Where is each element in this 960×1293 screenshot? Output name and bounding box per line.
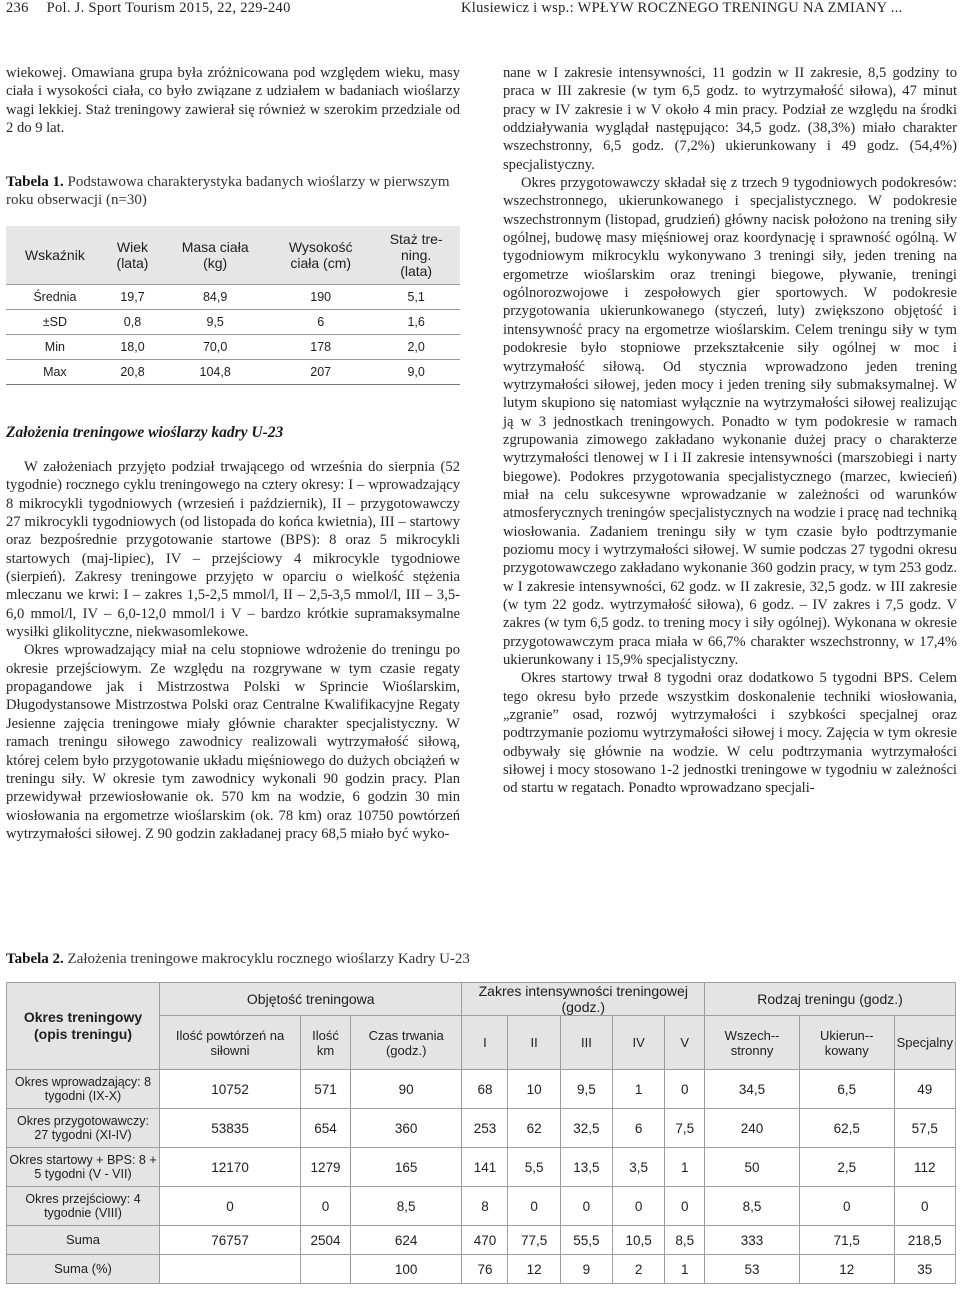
table1-cell: 70,0 — [161, 335, 269, 360]
table1-row — [6, 335, 460, 360]
table2-cell: 0 — [665, 1070, 705, 1109]
table2-cell: 10,5 — [613, 1226, 665, 1255]
table1-header-cell: Wiek (lata) — [104, 226, 161, 285]
table1-header-cell: Wskaźnik — [6, 226, 104, 285]
table1-cell: 104,8 — [161, 360, 269, 385]
table1-cell: 190 — [269, 285, 372, 310]
table1-cell: 9,5 — [161, 310, 269, 335]
table1-caption-text: Podstawowa charakterystyka badanych wioślarzy w pierwszym roku obserwacji (n=30) — [6, 174, 450, 208]
page-number: 236 — [6, 0, 29, 16]
table2-cell: 53 — [705, 1255, 800, 1284]
table1-row — [6, 360, 460, 385]
table2-body — [7, 1070, 956, 1284]
table2-cell: 654 — [301, 1109, 351, 1148]
table1-caption — [6, 173, 460, 209]
table1-row-label: ±SD — [6, 310, 104, 335]
table1-label: Tabela 1. — [6, 174, 64, 190]
table1-cell: 1,6 — [372, 310, 460, 335]
left-column-body — [6, 458, 460, 843]
table2-cell: 8,5 — [665, 1226, 705, 1255]
table1-cell: 178 — [269, 335, 372, 360]
table2-cell: 0 — [665, 1187, 705, 1226]
table2-cell: 32,5 — [560, 1109, 612, 1148]
table2-cell: 0 — [160, 1187, 301, 1226]
table1-cell: 18,0 — [104, 335, 161, 360]
table2-period-label: Okres przygotowawczy: 27 tygodni (XI-IV) — [7, 1109, 160, 1148]
table2-cell: 55,5 — [560, 1226, 612, 1255]
table2-row — [7, 1255, 956, 1284]
table2-caption-text: Założenia treningowe makrocyklu rocznego wioślarzy Kadry U-23 — [67, 951, 470, 967]
table2-cell: 0 — [508, 1187, 560, 1226]
table2-cell: 1279 — [301, 1148, 351, 1187]
table2-subheader-cell: I — [462, 1016, 508, 1070]
table1-cell: 5,1 — [372, 285, 460, 310]
table2-cell: 53835 — [160, 1109, 301, 1148]
table2-cell: 76 — [462, 1255, 508, 1284]
table2-cell: 10752 — [160, 1070, 301, 1109]
table2-row — [7, 1070, 956, 1109]
table2-caption — [6, 950, 706, 968]
body-paragraph: W założeniach przyjęto podział trwającego od września do sierpnia (52 tygodnie) rocznego cyklu treningowego na cztery okresy: I – wprowadzający 8 mikrocykli tygodniowych (wrzesień i październik), II – przygotowawczy 27 mikrocykli tygodniowych (od listopada do końca kwietnia), III – startowy oraz bezpośrednie przygotowanie startowe (BPS): 8 oraz 5 mikrocykli startowych (maj-lipiec), IV – przejściowy 4 mikrocykle tygodniowe (sierpień). Zakresy treningowe przyjęto w oparciu o wielkość stężenia mleczanu we krwi: I – zakres 1,5-2,5 mmol/l, II – 2,5-3,5 mmol/l, III – 3,5-6,0 mmol/l, IV – 6,0-12,0 mmol/l i V – bardzo krótkie supramaksymalne wysiłki glikolityczne, niekwasomlekowe. — [6, 459, 460, 641]
table2-cell: 165 — [350, 1148, 462, 1187]
table1-cell: 6 — [269, 310, 372, 335]
table1-cell: 9,0 — [372, 360, 460, 385]
table2-cell: 624 — [350, 1226, 462, 1255]
table2-corner-header: Okres treningowy (opis treningu) — [7, 983, 160, 1070]
table2-period-label: Okres wprowadzający: 8 tygodni (IX-X) — [7, 1070, 160, 1109]
table2-cell: 77,5 — [508, 1226, 560, 1255]
table1-cell: 20,8 — [104, 360, 161, 385]
section-heading: Założenia treningowe wioślarzy kadry U-23 — [6, 424, 284, 441]
table2-cell: 12 — [508, 1255, 560, 1284]
left-column-intro — [6, 64, 460, 137]
journal-citation: Pol. J. Sport Tourism 2015, 22, 229-240 — [46, 0, 291, 16]
table2-row — [7, 1226, 956, 1255]
table2-subheader-cell: Ilość km — [301, 1016, 351, 1070]
table1-header-row — [6, 226, 460, 285]
table2-cell: 57,5 — [894, 1109, 955, 1148]
table1-row-label: Min — [6, 335, 104, 360]
table1-header-cell: Masa ciała (kg) — [161, 226, 269, 285]
table2-cell: 0 — [799, 1187, 894, 1226]
table2-cell: 5,5 — [508, 1148, 560, 1187]
table1-row — [6, 310, 460, 335]
table2-subheader-cell: Specjalny — [894, 1016, 955, 1070]
table2-cell: 50 — [705, 1148, 800, 1187]
table2-cell: 9 — [560, 1255, 612, 1284]
table2-cell: 0 — [613, 1187, 665, 1226]
table2-cell: 35 — [894, 1255, 955, 1284]
table2-cell: 10 — [508, 1070, 560, 1109]
table2-subheader-cell: II — [508, 1016, 560, 1070]
table2-cell: 253 — [462, 1109, 508, 1148]
table2-subheader-cell: Ilość powtórzeń na siłowni — [160, 1016, 301, 1070]
table2-cell: 13,5 — [560, 1148, 612, 1187]
table1-cell: 207 — [269, 360, 372, 385]
table2-cell: 2 — [613, 1255, 665, 1284]
table2-cell: 62 — [508, 1109, 560, 1148]
table1-body — [6, 285, 460, 385]
table2-cell: 112 — [894, 1148, 955, 1187]
table2-cell: 12170 — [160, 1148, 301, 1187]
table2-cell: 1 — [613, 1070, 665, 1109]
table2-cell: 6 — [613, 1109, 665, 1148]
table2-period-label: Okres startowy + BPS: 8 + 5 tygodni (V - VII) — [7, 1148, 160, 1187]
table2-cell: 68 — [462, 1070, 508, 1109]
table2-cell: 8 — [462, 1187, 508, 1226]
right-column-body — [503, 64, 957, 798]
table1-row-label: Max — [6, 360, 104, 385]
table2-cell: 9,5 — [560, 1070, 612, 1109]
table2-cell: 2,5 — [799, 1148, 894, 1187]
table2-cell: 7,5 — [665, 1109, 705, 1148]
body-paragraph: Okres przygotowawczy składał się z trzech 9 tygodniowych podokresów: wszechstronnego, ukierunkowanego i specjalistycznego. W podokresie wszechstronnym (listopad, grudzień) główny nacisk położono na trening siły ogólnej, budowę masy mięśniowej oraz koordynację i sprawność ogólną. W tygodniowym mikrocyklu wykonywano 3 treningi siły, jeden trening na ergometrze wioślarskim oraz treningi biegowe, pływanie, treningi ogólnorozwojowe i zespołowych gier sportowych. W podokresie przygotowania ukierunkowanego (styczeń, luty) zwiększono objętość i intensywność pracy na ergometrze wioślarskim. Celem treningu siły w tym podokresie było stopniowe przekształcenie siły ogólnej w moc i wytrzymałość siłową. Od stycznia wprowadzono jeden trening wytrzymałości siłowej, jeden mocy i jeden trening siły submaksymalnej. W lutym skupiono się natomiast wyłącznie na wytrzymałości siłowej realizując ją w 3 jednostkach treningowych. Ponadto w tym podokresie w ramach zgrupowania zimowego zakładano wykonanie dużej pracy o charakterze wytrzymałości tlenowej w I i II zakresie intensywności (marszobiegi i narty biegowe). Podokres przygotowania specjalistycznego (marzec, kwiecień) miał na celu sukcesywne wprowadzanie w zależności od warunków atmosferycznych treningów specjalistycznych na wodzie i pracę nad techniką wiosłowania. Zadaniem treningu siły w tym czasie było podtrzymanie poziomu mocy i wytrzymałości siłowej. W sumie podczas 27 tygodni okresu przygotowawczego zakładano wykonanie 360 godzin pracy, w tym 253 godz. w I zakresie intensywności, 62 godz. w II zakresie, 32,5 godz. w III zakresie (w tym 22 godz. wytrzymałość siłowa), 6 godz. – IV zakres i 7,5 godz. V zakres (w tym 6,5 godz. to trening mocy i siły ogólnej). Wykonana w okresie przygotowawczym praca miała w 66,7% charakter wszechstronny, w 17,4% ukierunkowany i 15,9% specjalistyczny. — [503, 175, 957, 668]
body-paragraph: Okres startowy trwał 8 tygodni oraz dodatkowo 5 tygodni BPS. Celem tego okresu było przede wszystkim doskonalenie techniki wiosłowania, „zgranie” osad, rozwój wytrzymałości i szybkości specjalnej oraz podtrzymanie poziomu wytrzymałości siłowej i mocy. Zajęcia w tym okresie odbywały się głównie na wodzie. W celu podtrzymania wytrzymałości siłowej i mocy stosowano 1-2 jednostki treningowe w tygodniu w zależności od startu w regatach. Ponadto wprowadzano specjali- — [503, 670, 957, 797]
body-paragraph: nane w I zakresie intensywności, 11 godzin w II zakresie, 8,5 godziny to praca w III zakresie (w tym 6,5 godz. to wytrzymałość siłowa), 47 minut pracy w IV zakresie i w V około 4 min pracy. Podział ze względu na środki oddziaływania wyglądał następująco: 34,5 godz. (38,3%) miało charakter wszechstronny, 6,5 godz. (7,2%) ukierunkowany i 49 godz. (54,4%) specjalistyczny. — [503, 65, 957, 173]
table2-cell: 333 — [705, 1226, 800, 1255]
table1-cell: 2,0 — [372, 335, 460, 360]
table2-group-type: Rodzaj treningu (godz.) — [705, 983, 956, 1016]
table1-row-label: Średnia — [6, 285, 104, 310]
table2-subheader-cell: Wszech--stronny — [705, 1016, 800, 1070]
table2-cell: 2504 — [301, 1226, 351, 1255]
table1-header-cell: Staż tre- ning. (lata) — [372, 226, 460, 285]
table2-group-volume: Objętość treningowa — [160, 983, 462, 1016]
running-title: Klusiewicz i wsp.: WPŁYW ROCZNEGO TRENINGU NA ZMIANY ... — [461, 0, 903, 16]
table2-cell — [301, 1255, 351, 1284]
table1 — [6, 226, 460, 385]
table2-cell: 0 — [301, 1187, 351, 1226]
body-paragraph: Okres wprowadzający miał na celu stopniowe wdrożenie do treningu po okresie przejściowym. Ze względu na rozgrywane w tym czasie regaty propagandowe jak i Mistrzostwa Polski w Sprincie Wioślarskim, Długodystansowe Mistrzostwa Polski oraz Centralne Kwalifikacyjne Regaty Jesienne zajęcia treningowe miały głównie charakter specjalistyczny. W ramach treningu siłowego zawodnicy realizowali wytrzymałość siłową, której celem było przygotowanie układu mięśniowego do dużych obciążeń w treningu siły. W okresie tym zawodnicy wykonali 90 godzin pracy. Plan przewidywał przewiosłowanie ok. 570 km na wodzie, 6 godzin 30 min wiosłowania na ergometrze wioślarskim (ok. 78 km) oraz 10750 powtórzeń wytrzymałości siłowej. Z 90 godzin zakładanej pracy 68,5 miało być wyko- — [6, 642, 460, 842]
table1-cell: 19,7 — [104, 285, 161, 310]
table2-cell: 34,5 — [705, 1070, 800, 1109]
table2-cell: 218,5 — [894, 1226, 955, 1255]
table2-cell: 6,5 — [799, 1070, 894, 1109]
table2-label: Tabela 2. — [6, 951, 64, 967]
table2-period-label: Suma (%) — [7, 1255, 160, 1284]
table1-cell: 0,8 — [104, 310, 161, 335]
table2-cell: 90 — [350, 1070, 462, 1109]
table2-cell: 12 — [799, 1255, 894, 1284]
table2-cell: 49 — [894, 1070, 955, 1109]
table2-cell: 1 — [665, 1255, 705, 1284]
table2-cell: 1 — [665, 1148, 705, 1187]
table2-cell: 100 — [350, 1255, 462, 1284]
table2-group-intensity: Zakres intensywności treningowej (godz.) — [462, 983, 705, 1016]
table2-period-label: Suma — [7, 1226, 160, 1255]
table2-cell: 470 — [462, 1226, 508, 1255]
table2-cell: 0 — [894, 1187, 955, 1226]
table2-subheader-cell: III — [560, 1016, 612, 1070]
table2-cell: 240 — [705, 1109, 800, 1148]
table1-row — [6, 285, 460, 310]
table2-cell: 76757 — [160, 1226, 301, 1255]
table2-cell: 71,5 — [799, 1226, 894, 1255]
table2-cell: 62,5 — [799, 1109, 894, 1148]
table2-period-label: Okres przejściowy: 4 tygodnie (VIII) — [7, 1187, 160, 1226]
table2-row — [7, 1148, 956, 1187]
table2-subheader-cell: Czas trwania (godz.) — [350, 1016, 462, 1070]
table2-subheader-cell: Ukierun--kowany — [799, 1016, 894, 1070]
table2-subheader-cell: V — [665, 1016, 705, 1070]
table2-cell: 8,5 — [705, 1187, 800, 1226]
table2-cell: 571 — [301, 1070, 351, 1109]
intro-paragraph: wiekowej. Omawiana grupa była zróżnicowana pod względem wieku, masy ciała i wysokości ciała, co było związane z udziałem w badaniach wioślarzy wagi lekkiej. Staż treningowy zawierał się również w szerokim przedziale od 2 do 9 lat. — [6, 65, 460, 137]
table1-header-cell: Wysokość ciała (cm) — [269, 226, 372, 285]
table2-cell: 8,5 — [350, 1187, 462, 1226]
running-header — [6, 0, 954, 22]
table2 — [6, 982, 956, 1284]
table2-row — [7, 1187, 956, 1226]
table2-cell — [160, 1255, 301, 1284]
table1-cell: 84,9 — [161, 285, 269, 310]
table2-subheader-cell: IV — [613, 1016, 665, 1070]
table2-cell: 3,5 — [613, 1148, 665, 1187]
table2-cell: 141 — [462, 1148, 508, 1187]
table2-row — [7, 1109, 956, 1148]
table2-cell: 360 — [350, 1109, 462, 1148]
table2-cell: 0 — [560, 1187, 612, 1226]
